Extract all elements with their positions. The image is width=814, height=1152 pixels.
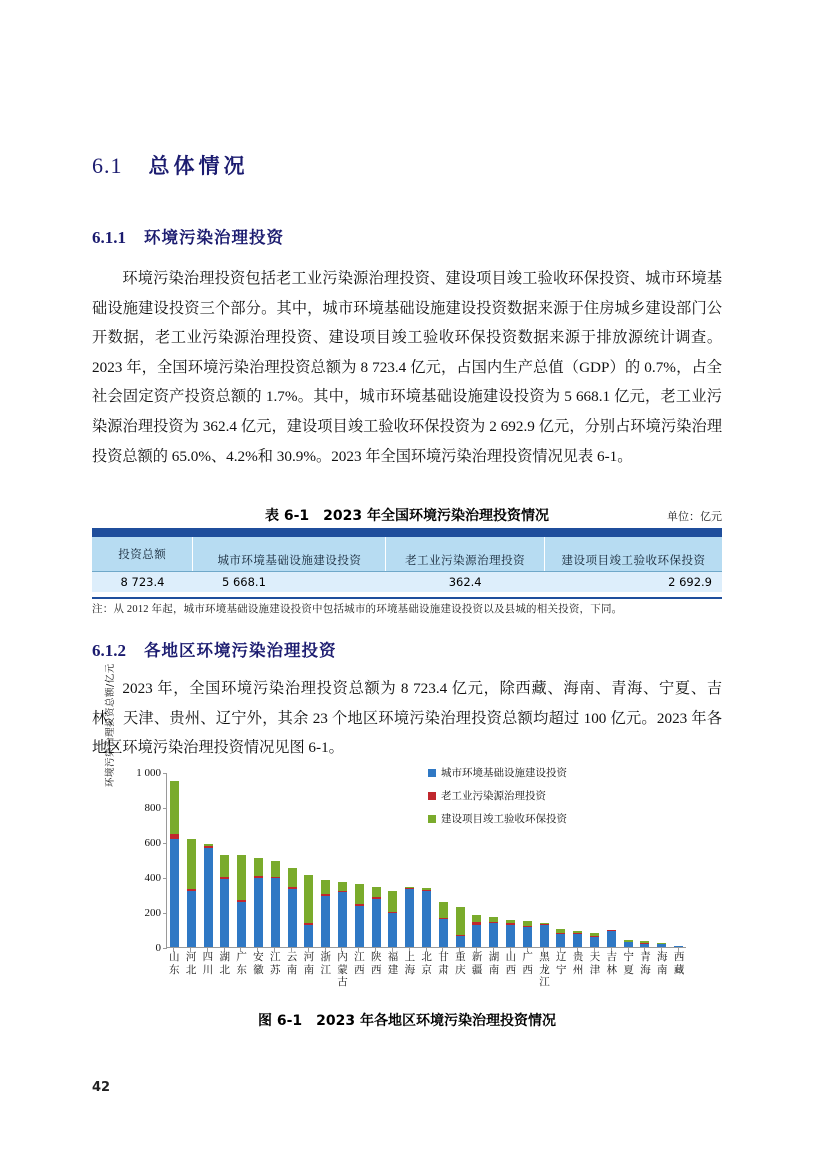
table-header-row <box>92 537 722 572</box>
table-head <box>92 528 722 572</box>
chart-bar <box>321 880 330 947</box>
chart-legend-item <box>428 788 567 803</box>
table-caption-number: 表 6-1 <box>264 508 310 524</box>
chart-x-label: 黑龙江 <box>539 951 550 989</box>
chart-x-label: 贵州 <box>572 951 584 976</box>
chart-x-label: 福建 <box>387 951 399 976</box>
chart-x-label: 新疆 <box>471 951 483 976</box>
chart-x-label: 辽宁 <box>556 951 567 976</box>
figure-caption <box>92 1010 722 1030</box>
chart-x-label: 内蒙古 <box>337 951 348 989</box>
chart-bar-segment <box>439 919 448 947</box>
chart-bar <box>338 882 347 947</box>
legend-label: 建设项目竣工验收环保投资 <box>441 813 567 825</box>
chart-bar-segment <box>338 892 347 947</box>
chart-bar-segment <box>489 923 498 947</box>
chart-bar-segment <box>220 879 229 947</box>
chart-bar-segment <box>254 858 263 876</box>
chart-x-label: 广西 <box>522 951 533 976</box>
table-header-total: 投资总额 <box>92 537 193 572</box>
chart-y-tick-mark <box>163 808 167 809</box>
chart-y-tick-label: 400 <box>144 872 161 884</box>
table-row <box>92 572 722 593</box>
chart-bar <box>556 929 565 947</box>
chart-legend-item <box>428 811 567 826</box>
chart-bar-segment <box>187 891 196 947</box>
paragraph-2: 2023 年，全国环境污染治理投资总额为 8 723.4 亿元，除西藏、海南、青海、宁夏、吉林、天津、贵州、辽宁外，其余 23 个地区环境污染治理投资总额均超过 100 亿元。2023 年各地区环境污染治理投资情况见图 6-1。 <box>92 680 722 757</box>
table-header-urban: 城市环境基础设施建设投资 <box>193 537 386 572</box>
chart-bar <box>506 920 515 947</box>
chart-x-axis-labels <box>166 951 686 1007</box>
investment-table <box>92 528 722 592</box>
chart-x-label: 山东 <box>169 951 180 976</box>
chart-bar-segment <box>456 907 465 936</box>
chart-x-label: 北京 <box>421 951 432 976</box>
chart-bar-segment <box>388 891 397 912</box>
chart-bar <box>540 923 549 947</box>
chart-bar <box>220 855 229 947</box>
chart-bar <box>674 946 683 947</box>
table-top-bar <box>92 528 722 537</box>
chart-y-tick-mark <box>163 878 167 879</box>
chart-bar <box>355 884 364 947</box>
chart-y-tick-label: 0 <box>155 942 161 954</box>
chart-bar <box>187 839 196 947</box>
chart-bar-segment <box>657 944 666 947</box>
chart-bar-segment <box>456 936 465 947</box>
cell-urban: 5 668.1 <box>193 572 386 593</box>
chart-bar <box>388 891 397 947</box>
legend-swatch-icon <box>428 769 436 777</box>
cell-project: 2 692.9 <box>544 572 722 593</box>
chart-bar-segment <box>321 896 330 947</box>
chart-bar-segment <box>472 925 481 947</box>
figure-caption-number: 图 6-1 <box>257 1013 303 1029</box>
subsection-1-number: 6.1.1 <box>92 228 126 247</box>
chart-bar-segment <box>590 937 599 947</box>
subsection-2-number: 6.1.2 <box>92 641 126 660</box>
chart-bar-segment <box>271 878 280 947</box>
legend-label: 城市环境基础设施建设投资 <box>441 767 567 779</box>
figure-caption-text: 2023 年各地区环境污染治理投资情况 <box>316 1013 556 1029</box>
chart-x-label: 广东 <box>236 951 247 976</box>
chart-bar <box>254 858 263 947</box>
chart-x-label: 山西 <box>505 951 517 976</box>
paragraph-1: 环境污染治理投资包括老工业污染源治理投资、建设项目竣工验收环保投资、城市环境基础设施建设投资三个部分。其中，城市环境基础设施建设投资数据来源于住房城乡建设部门公开数据，老工业污染源治理投资、建设项目竣工验收环保投资数据来源于排放源统计调查。2023 年，全国环境污染治理投资总额为 8 723.4 亿元，占国内生产总值（GDP）的 0.7%，占全社会固定资产投资总额的 1.7%。其中，城市环境基础设施建设投资为 5 668.1 亿元，老工业污染源治理投资为 362.4 亿元，建设项目竣工验收环保投资为 2 692.9 亿元，分别占环境污染治理投资总额的 65.0%、4.2%和 30.9%。2023 年全国环境污染治理投资情况见表 6-1。 <box>92 270 722 465</box>
subsection-heading-1 <box>92 224 284 248</box>
chart-bar-segment <box>304 925 313 947</box>
chart-bar-segment <box>422 891 431 947</box>
chart-legend <box>428 765 567 834</box>
chart-bar <box>573 931 582 947</box>
chart-bar-segment <box>573 934 582 947</box>
chart-x-label: 湖南 <box>488 951 500 976</box>
chart-bar <box>456 907 465 947</box>
table-unit-label: 单位：亿元 <box>667 510 722 523</box>
section-title: 总体情况 <box>148 154 249 178</box>
chart-bar <box>607 930 616 947</box>
chart-bar-segment <box>321 880 330 894</box>
chart-x-label: 浙江 <box>320 951 331 976</box>
chart-x-label: 海南 <box>657 951 668 976</box>
chart-bar-segment <box>237 855 246 900</box>
cell-industrial: 362.4 <box>386 572 545 593</box>
chart-x-label: 西藏 <box>673 951 685 976</box>
table-header-project: 建设项目竣工验收环保投资 <box>544 537 722 572</box>
chart-bar-segment <box>506 925 515 947</box>
cell-total: 8 723.4 <box>92 572 193 593</box>
chart-y-tick-label: 600 <box>144 837 161 849</box>
chart-bar <box>304 875 313 947</box>
chart-x-label: 河南 <box>303 951 315 976</box>
chart-x-label: 重庆 <box>455 951 466 976</box>
chart-bar-segment <box>523 927 532 947</box>
table-bottom-rule <box>92 597 722 599</box>
chart-legend-item <box>428 765 567 780</box>
subsection-2-title: 各地区环境污染治理投资 <box>144 641 337 660</box>
chart-bar-segment <box>288 889 297 947</box>
chart-x-label: 宁夏 <box>623 951 634 976</box>
chart-bar <box>590 933 599 947</box>
chart-bar-segment <box>187 839 196 890</box>
chart-y-tick-label: 1 000 <box>136 767 161 779</box>
chart-bar-segment <box>254 878 263 947</box>
chart-bar-segment <box>674 946 683 947</box>
table-wrapper <box>92 528 722 592</box>
page-number: 42 <box>92 1080 111 1095</box>
chart-x-label: 江西 <box>354 951 365 976</box>
chart-x-label: 陕西 <box>370 951 382 976</box>
chart-bar <box>170 781 179 947</box>
legend-swatch-icon <box>428 792 436 800</box>
chart-y-tick-mark <box>163 913 167 914</box>
chart-x-label: 青海 <box>640 951 651 976</box>
chart-bar <box>489 917 498 947</box>
chart-bar-segment <box>388 913 397 947</box>
chart-y-tick-label: 800 <box>144 802 161 814</box>
chart-x-label: 江苏 <box>269 951 281 976</box>
legend-swatch-icon <box>428 815 436 823</box>
chart-bar-segment <box>439 902 448 918</box>
chart-bar-segment <box>540 925 549 947</box>
section-number: 6.1 <box>92 153 123 178</box>
chart-bar-segment <box>640 944 649 948</box>
chart-y-tick-label: 200 <box>144 907 161 919</box>
chart-bar <box>405 887 414 947</box>
chart-x-label: 安徽 <box>253 951 264 976</box>
chart-x-label: 河北 <box>185 951 197 976</box>
chart-bar <box>271 861 280 947</box>
chart-bar <box>237 855 246 947</box>
chart-bar-segment <box>288 868 297 887</box>
chart-bar-segment <box>355 906 364 947</box>
chart-bar-segment <box>607 931 616 947</box>
chart-x-label: 云南 <box>286 951 298 976</box>
chart-bar-segment <box>271 861 280 877</box>
chart-plot-area <box>136 767 686 954</box>
chart-x-label: 上海 <box>404 951 416 976</box>
chart-bar-segment <box>405 889 414 947</box>
table-caption-text: 2023 年全国环境污染治理投资情况 <box>323 508 549 524</box>
chart-bar <box>204 844 213 947</box>
chart-bar <box>288 868 297 947</box>
chart-x-label: 四川 <box>202 951 214 976</box>
chart-bar-segment <box>304 875 313 923</box>
chart-bar-segment <box>170 839 179 948</box>
chart-x-label: 湖北 <box>219 951 230 976</box>
table-caption <box>92 505 722 525</box>
chart-x-label: 吉林 <box>606 951 618 976</box>
chart-y-tick-mark <box>163 843 167 844</box>
chart-bar <box>439 902 448 947</box>
chart-bar-segment <box>372 887 381 897</box>
table-body <box>92 572 722 593</box>
chart-bar-segment <box>338 882 347 891</box>
chart-bar <box>472 915 481 947</box>
chart-bar-segment <box>472 915 481 923</box>
chart-bar <box>640 941 649 947</box>
chart-bar-segment <box>355 884 364 903</box>
chart-y-tick-mark <box>163 773 167 774</box>
subsection-1-title: 环境污染治理投资 <box>144 228 284 247</box>
chart-bar <box>523 921 532 947</box>
chart-bar-segment <box>220 855 229 877</box>
chart-y-axis-label: 环境污染治理投资总额/亿元 <box>105 663 116 787</box>
chart-bar <box>422 888 431 947</box>
subsection-heading-2 <box>92 637 337 661</box>
chart-bar-segment <box>170 781 179 835</box>
chart-bar-segment <box>204 848 213 947</box>
table-header-industrial: 老工业污染源治理投资 <box>386 537 545 572</box>
section-heading <box>92 150 249 180</box>
legend-label: 老工业污染源治理投资 <box>441 790 546 802</box>
chart-bar <box>372 887 381 947</box>
chart-bar-segment <box>372 899 381 947</box>
chart-bar <box>624 940 633 947</box>
chart-x-label: 天津 <box>589 951 601 976</box>
chart-bar-segment <box>237 902 246 947</box>
chart-bars <box>167 773 686 947</box>
chart-bar <box>657 943 666 947</box>
chart-bar-segment <box>556 934 565 947</box>
table-note: 注：从 2012 年起，城市环境基础设施建设投资中包括城市的环境基础设施建设投资以及县城的相关投资，下同。 <box>92 604 623 615</box>
chart-x-label: 甘肃 <box>438 951 449 976</box>
chart-bar-segment <box>624 942 633 947</box>
